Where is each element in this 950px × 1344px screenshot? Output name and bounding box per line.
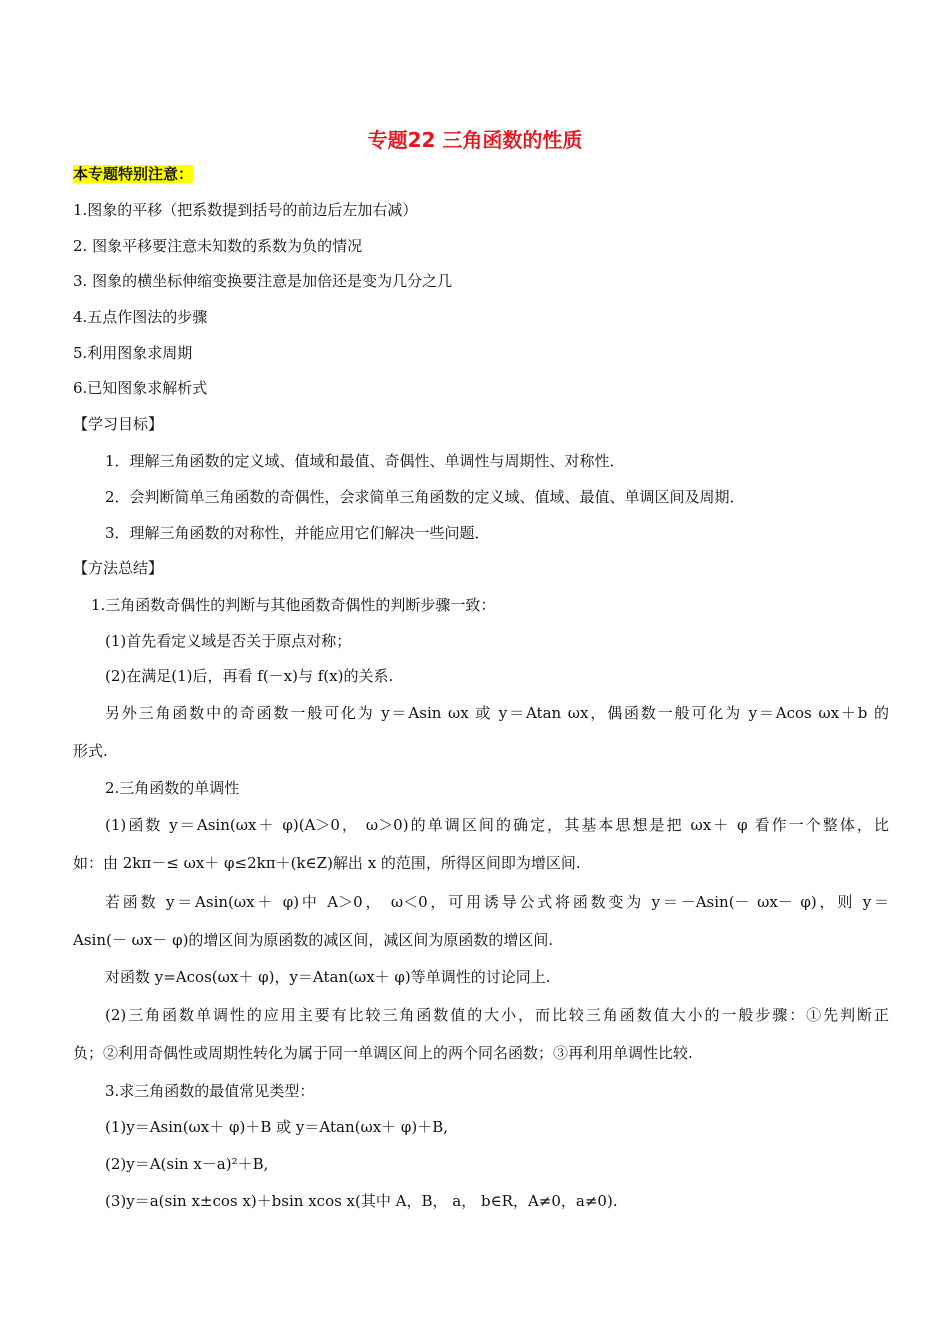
- goals-heading: 【学习目标】: [73, 415, 164, 433]
- method-line: 如：由 2kπ－≤ ωx＋ φ≤2kπ＋(k∈Z)解出 x 的范围，所得区间即为增区间.: [73, 854, 581, 872]
- notice-heading-text: 本专题特别注意：: [73, 165, 194, 183]
- method-line: (1)函数 y＝Asin(ωx＋ φ)(A＞0， ω＞0)的单调区间的确定，其基本思想是把 ωx＋ φ 看作一个整体，比: [105, 816, 889, 834]
- method-line: 对函数 y=Acos(ωx＋ φ)，y＝Atan(ωx＋ φ)等单调性的讨论同上.: [105, 968, 551, 986]
- notice-item: 6.已知图象求解析式: [73, 379, 208, 397]
- notice-item: 5.利用图象求周期: [73, 344, 193, 362]
- method-line: (1)首先看定义域是否关于原点对称；: [105, 632, 352, 650]
- notice-item: 2. 图象平移要注意未知数的系数为负的情况: [73, 237, 363, 255]
- method-line: (3)y＝a(sin x±cos x)＋bsin xcos x(其中 A，B， a， b∈R，A≠0，a≠0).: [105, 1192, 618, 1210]
- method-line: (2)y＝A(sin x－a)²＋B,: [105, 1155, 269, 1173]
- method-line: 负；②利用奇偶性或周期性转化为属于同一单调区间上的两个同名函数；③再利用单调性比较.: [73, 1044, 693, 1062]
- page-title: 专题22 三角函数的性质: [367, 128, 583, 152]
- notice-heading: [73, 164, 193, 184]
- goal-item: 2．会判断简单三角函数的奇偶性，会求简单三角函数的定义域、值域、最值、单调区间及周期．: [105, 488, 745, 506]
- notice-item: 3. 图象的横坐标伸缩变换要注意是加倍还是变为几分之几: [73, 272, 453, 290]
- methods-heading: 【方法总结】: [73, 559, 164, 577]
- method-line: (2)在满足(1)后，再看 f(－x)与 f(x)的关系.: [105, 667, 394, 685]
- method-line: 3.求三角函数的最值常见类型：: [105, 1082, 315, 1100]
- method-line: 形式.: [73, 742, 108, 760]
- notice-item: 4.五点作图法的步骤: [73, 308, 208, 326]
- goal-item: 3．理解三角函数的对称性，并能应用它们解决一些问题．: [105, 524, 490, 542]
- method-line: (1)y＝Asin(ωx＋ φ)＋B 或 y＝Atan(ωx＋ φ)＋B,: [105, 1118, 449, 1136]
- goal-item: 1．理解三角函数的定义域、值域和最值、奇偶性、单调性与周期性、对称性．: [105, 452, 625, 470]
- method-line: Asin(－ ωx－ φ)的增区间为原函数的减区间，减区间为原函数的增区间.: [73, 931, 554, 949]
- notice-item: 1.图象的平移（把系数提到括号的前边后左加右减）: [73, 201, 418, 219]
- method-line: (2)三角函数单调性的应用主要有比较三角函数值的大小，而比较三角函数值大小的一般步骤：①先判断正: [105, 1006, 889, 1024]
- method-line: 另外三角函数中的奇函数一般可化为 y＝Asin ωx 或 y＝Atan ωx，偶函数一般可化为 y＝Acos ωx＋b 的: [105, 704, 889, 722]
- method-line: 1.三角函数奇偶性的判断与其他函数奇偶性的判断步骤一致：: [91, 596, 496, 614]
- method-line: 若函数 y＝Asin(ωx＋ φ)中 A＞0， ω＜0，可用诱导公式将函数变为 y＝－Asin(－ ωx－ φ)，则 y＝: [105, 893, 889, 911]
- method-line: 2.三角函数的单调性: [105, 779, 240, 797]
